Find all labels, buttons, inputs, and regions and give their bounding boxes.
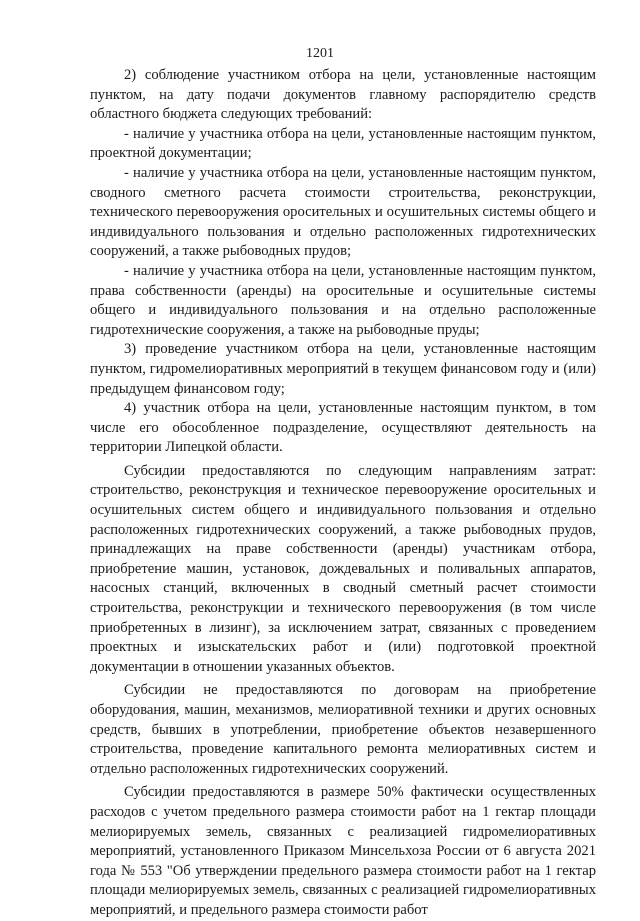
document-body	[90, 66, 596, 921]
paragraph-ownership: - наличие у участника отбора на цели, установленные настоящим пунктом, права собственности (аренды) на оросительные и осушительные системы общего и индивидуального пользования и на отдельно расположенные гидротехнические сооружения, а также на рыбоводные пруды;	[90, 262, 596, 338]
paragraph-requirement-3: 3) проведение участником отбора на цели, установленные настоящим пунктом, гидромелиоративных мероприятий в текущем финансовом году и (или) предыдущем финансовом году;	[90, 341, 596, 397]
paragraph-expense-directions: Субсидии предоставляются по следующим направлениям затрат: строительство, реконструкция и техническое перевооружение оросительных и осушительных систем общего и индивидуального пользования и отдельно расположенных гидротехнических сооружений, а также рыбоводных прудов, принадлежащих на праве собственности (аренды) участникам отбора, приобретение машин, установок, дождевальных и поливальных аппаратов, насосных станций, включенных в сводный сметный расчет стоимости строительства, реконструкции и технического перевооружения (в том числе приобретенных в лизинг), за исключением затрат, связанных с проведением проектных и изыскательских работ и (или) подготовкой проектной документации в отношении указанных объектов.	[90, 462, 596, 675]
paragraph-exclusions: Субсидии не предоставляются по договорам на приобретение оборудования, машин, механизмов, мелиоративной техники и других основных средств, бывших в употреблении, приобретение объектов незавершенного строительства, проведение капитального ремонта мелиоративных систем и отдельно расположенных гидротехнических сооружений.	[90, 682, 596, 777]
paragraph-requirement-4: 4) участник отбора на цели, установленные настоящим пунктом, в том числе его обособленное подразделение, осуществляют деятельность на территории Липецкой области.	[90, 400, 596, 456]
page-number: 1201	[306, 46, 334, 61]
paragraph-estimate: - наличие у участника отбора на цели, установленные настоящим пунктом, сводного сметного расчета стоимости строительства, реконструкции, технического перевооружения оросительных и осушительных системы общего и индивидуального пользования и отдельно расположенных гидротехнических сооружений, а также рыбоводных прудов;	[90, 164, 596, 260]
paragraph-project-docs: - наличие у участника отбора на цели, установленные настоящим пунктом, проектной документации;	[90, 125, 596, 162]
paragraph-subsidy-size: Субсидии предоставляются в размере 50% фактически осуществленных расходов с учетом предельного размера стоимости работ на 1 гектар площади мелиорируемых земель, связанных с реализацией гидромелиоративных мероприятий, установленного Приказом Минсельхоза России от 6 августа 2021 года № 553 "Об утверждении предельного размера стоимости работ на 1 гектар площади мелиорируемых земель, связанных с реализацией гидромелиоративных мероприятий, и предельного размера стоимости работ	[90, 784, 596, 918]
paragraph-requirement-2: 2) соблюдение участником отбора на цели, установленные настоящим пунктом, на дату подачи документов главному распорядителю средств областного бюджета следующих требований:	[90, 67, 596, 123]
